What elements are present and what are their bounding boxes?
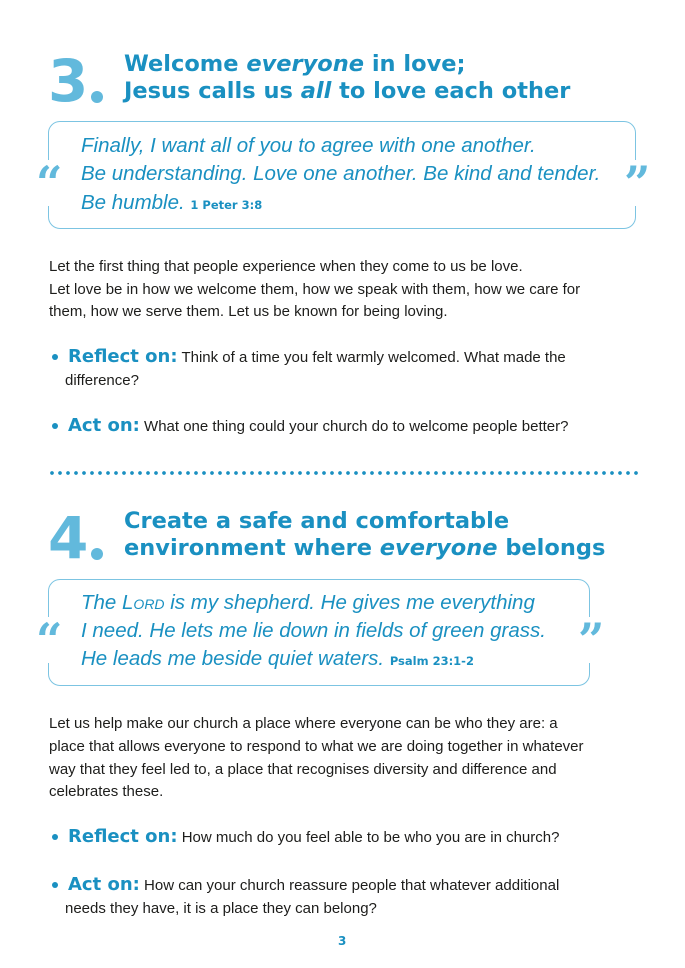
section-3-reflect-bullet [52, 354, 58, 360]
section-4-number: 4 [48, 504, 87, 572]
open-quote-icon: “ [36, 613, 63, 667]
section-3-quote-line-1: Finally, I want all of you to agree with one another. [81, 134, 536, 157]
section-4-quote-reference: Psalm 23:1-2 [389, 654, 474, 668]
section-4-reflect-bullet [52, 834, 58, 840]
section-3-heading-line-2: Jesus calls us all to love each other [124, 78, 571, 104]
section-4-body-line-4: celebrates these. [49, 783, 164, 800]
close-quote-icon: ” [578, 613, 605, 667]
section-3-reflect-label: Reflect on: [68, 346, 178, 367]
section-3-body-line-3: them, how we serve them. Let us be known for being loving. [49, 303, 448, 320]
section-3-reflect-line-1: Reflect on: Think of a time you felt warmly welcomed. What made the [68, 346, 566, 367]
section-3-reflect-line-2: difference? [65, 372, 139, 389]
page-number: 3 [338, 934, 347, 948]
section-4-act-bullet [52, 882, 58, 888]
section-4-body-line-1: Let us help make our church a place where everyone can be who they are: a [49, 715, 558, 732]
section-4-reflect-label: Reflect on: [68, 826, 178, 847]
section-3-heading [124, 51, 570, 105]
section-3-quote-reference: 1 Peter 3:8 [190, 198, 263, 212]
section-divider [48, 471, 638, 475]
close-quote-icon: ” [624, 156, 651, 210]
section-4-body-line-2: place that allows everyone to respond to what we are doing together in whatever [49, 738, 584, 755]
section-3-quote-line-2: Be understanding. Love one another. Be kind and tender. [81, 162, 601, 185]
section-4-quote-line-3: He leads me beside quiet waters. Psalm 23:1-2 [81, 647, 474, 670]
section-4-quote-line-1: The Lord is my shepherd. He gives me everything [81, 591, 535, 614]
section-4-act-line-2: needs they have, it is a place they can belong? [65, 900, 377, 917]
section-4-body-line-3: way that they feel led to, a place that recognises diversity and difference and [49, 761, 557, 778]
section-3-act-label: Act on: [68, 415, 140, 436]
section-3-heading-line-1: Welcome everyone in love; [124, 51, 466, 77]
section-4-heading-line-2: environment where everyone belongs [124, 535, 606, 561]
section-4-heading [124, 508, 605, 562]
section-3-body-line-2: Let love be in how we welcome them, how we speak with them, how we care for [49, 281, 581, 298]
section-4-act-label: Act on: [68, 874, 140, 895]
section-4-act-line-1: Act on: How can your church reassure people that whatever additional [68, 874, 560, 895]
section-3-quote-line-3: Be humble. 1 Peter 3:8 [81, 191, 263, 214]
section-3-number-dot [91, 91, 103, 103]
open-quote-icon: “ [36, 156, 63, 210]
section-4-number-dot [91, 548, 103, 560]
section-3-act-bullet [52, 423, 58, 429]
section-3-number: 3 [48, 47, 87, 115]
section-4-reflect-line-1: Reflect on: How much do you feel able to be who you are in church? [68, 826, 560, 847]
section-4-heading-line-1: Create a safe and comfortable [124, 508, 510, 534]
section-3-act-line-1: Act on: What one thing could your church do to welcome people better? [68, 415, 569, 436]
section-4-quote-line-2: I need. He lets me lie down in fields of green grass. [81, 619, 546, 642]
section-3-body-line-1: Let the first thing that people experience when they come to us be love. [49, 258, 523, 275]
